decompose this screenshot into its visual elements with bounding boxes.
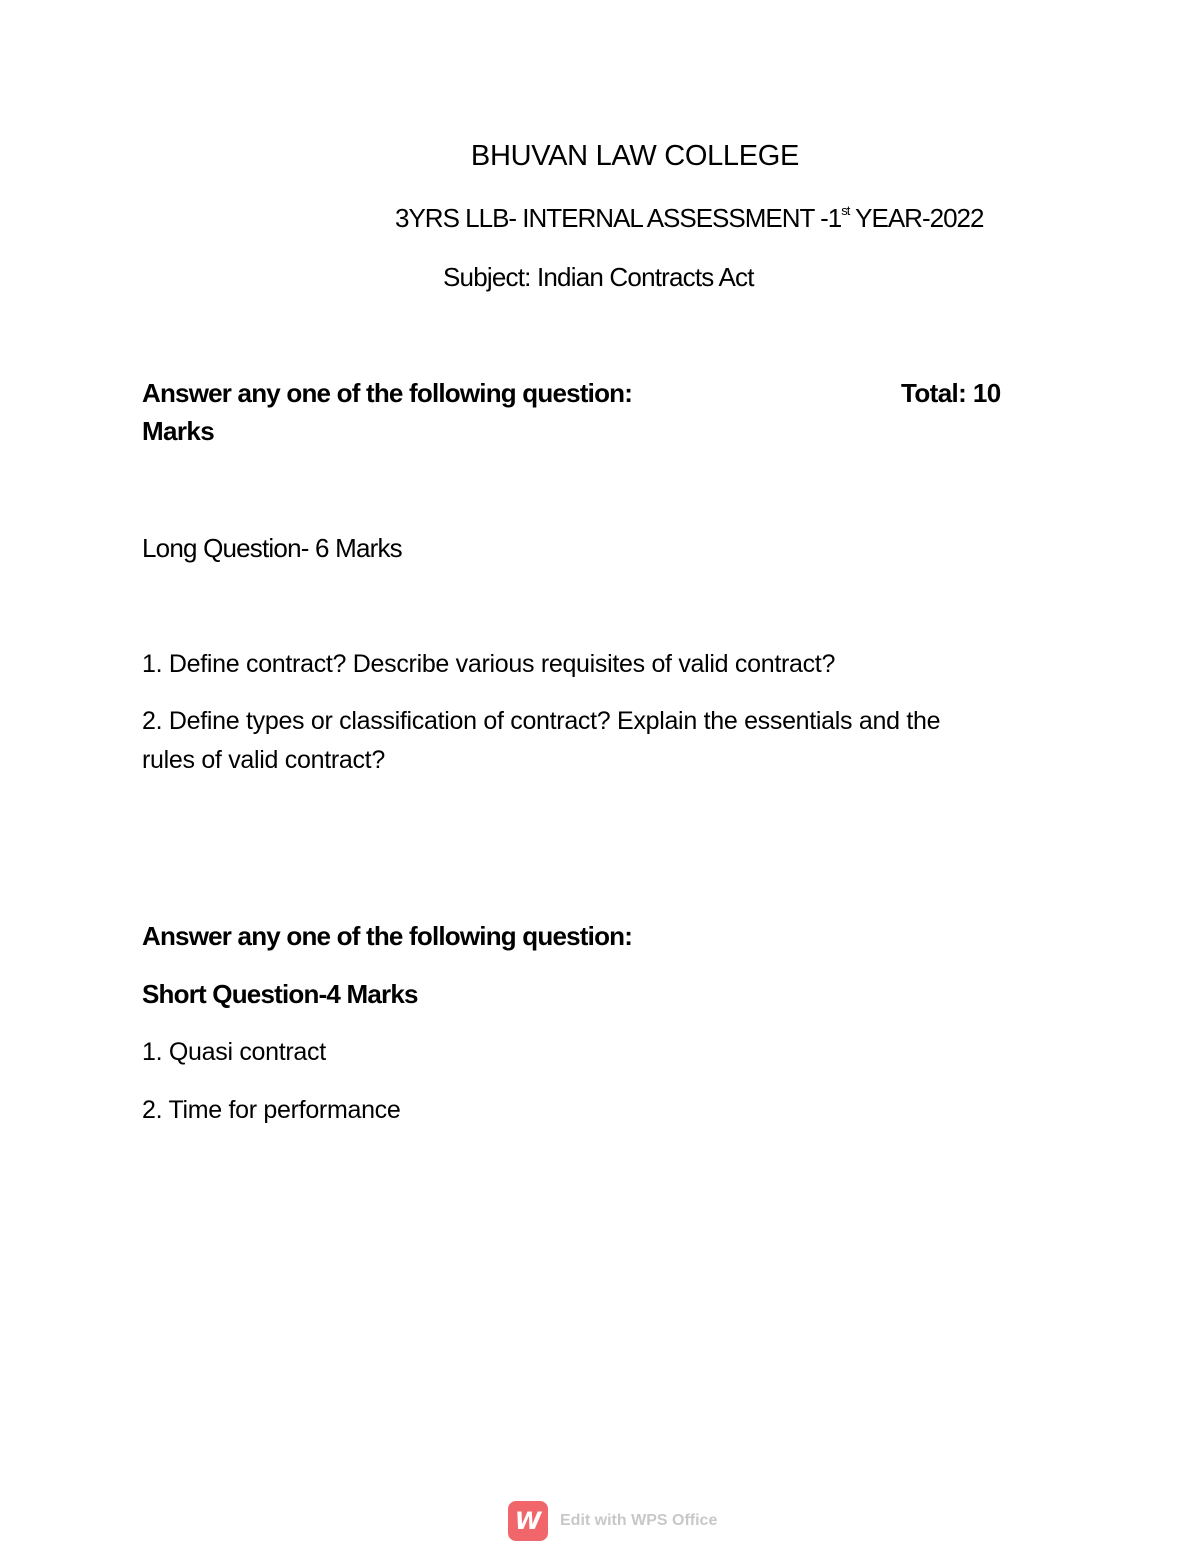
assessment-title-pre: 3YRS LLB- INTERNAL ASSESSMENT -1 (395, 203, 842, 233)
wps-logo-icon: W (508, 1501, 548, 1541)
long-question-2-line-2: rules of valid contract? (142, 746, 385, 774)
assessment-title (395, 203, 983, 234)
total-marks-continued: Marks (142, 416, 215, 446)
assessment-title-post: YEAR-2022 (849, 203, 984, 233)
subject-line: Subject: Indian Contracts Act (443, 262, 754, 292)
wps-watermark[interactable] (508, 1501, 717, 1541)
college-title: BHUVAN LAW COLLEGE (470, 140, 800, 172)
assessment-title-sup: st (841, 203, 850, 218)
short-question-1: 1. Quasi contract (142, 1038, 326, 1066)
long-question-2-line-1: 2. Define types or classification of contract? Explain the essentials and the (142, 707, 941, 735)
short-question-2: 2. Time for performance (142, 1096, 401, 1124)
section2-instruction: Answer any one of the following question: (142, 921, 633, 951)
section1-instruction: Answer any one of the following question: (142, 378, 633, 408)
long-question-1: 1. Define contract? Describe various requisites of valid contract? (142, 650, 836, 678)
short-question-heading: Short Question-4 Marks (142, 979, 418, 1009)
total-marks: Total: 10 (901, 378, 1001, 408)
long-question-heading: Long Question- 6 Marks (142, 533, 402, 563)
wps-watermark-text: Edit with WPS Office (560, 1512, 718, 1529)
